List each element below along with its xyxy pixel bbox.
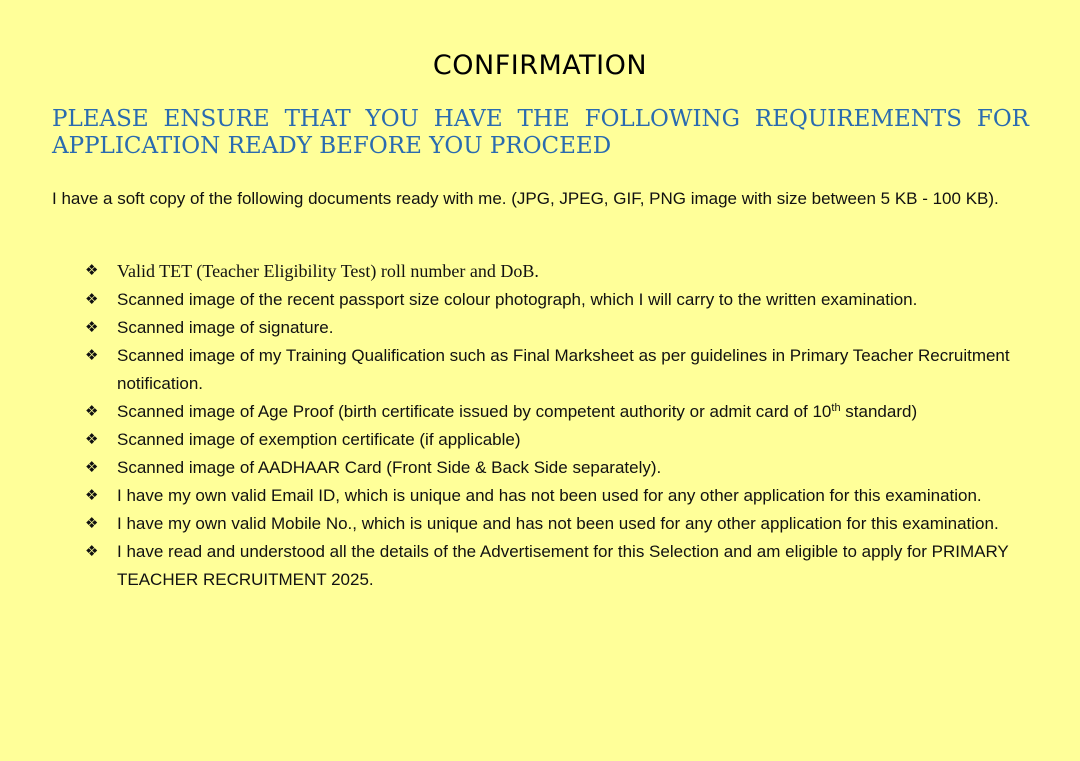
list-item [80, 510, 1015, 538]
list-item [80, 426, 1015, 454]
ordinal-superscript: th [831, 402, 841, 414]
diamond-bullet-icon: ❖ [85, 515, 99, 532]
diamond-bullet-icon: ❖ [85, 347, 99, 364]
list-item-text: Scanned image of the recent passport size colour photograph, which I will carry to the written examination. [117, 290, 918, 309]
list-item-text: Scanned image of AADHAAR Card (Front Side & Back Side separately). [117, 458, 662, 477]
list-item-text: I have my own valid Email ID, which is unique and has not been used for any other application for this examination. [117, 486, 982, 505]
diamond-bullet-icon: ❖ [85, 459, 99, 476]
list-item-text: I have read and understood all the details of the Advertisement for this Selection and am eligible to apply for PRIMARY TEACHER RECRUITMENT 2025. [117, 542, 1009, 589]
list-item-text [117, 402, 917, 421]
requirements-list [80, 257, 1015, 594]
diamond-bullet-icon: ❖ [85, 319, 99, 336]
list-item [80, 398, 1015, 426]
list-item [80, 286, 1015, 314]
list-item [80, 257, 1015, 286]
list-item [80, 314, 1015, 342]
diamond-bullet-icon: ❖ [85, 543, 99, 560]
list-item [80, 482, 1015, 510]
requirements-subheading: PLEASE ENSURE THAT YOU HAVE THE FOLLOWING REQUIREMENTS FOR APPLICATION READY BEFORE YOU PROCEED [52, 106, 1029, 159]
list-item-text-part: Scanned image of Age Proof (birth certificate issued by competent authority or admit card of 10 [117, 402, 832, 421]
list-item-text: Scanned image of my Training Qualification such as Final Marksheet as per guidelines in Primary Teacher Recruitment notification. [117, 346, 1010, 393]
page-title: CONFIRMATION [432, 50, 648, 81]
list-item [80, 454, 1015, 482]
list-item [80, 538, 1015, 594]
list-item-text: I have my own valid Mobile No., which is unique and has not been used for any other application for this examination. [117, 514, 999, 533]
diamond-bullet-icon: ❖ [85, 487, 99, 504]
diamond-bullet-icon: ❖ [85, 291, 99, 308]
list-item-text: Valid TET (Teacher Eligibility Test) roll number and DoB. [117, 261, 539, 281]
list-item-text: Scanned image of signature. [117, 318, 334, 337]
diamond-bullet-icon: ❖ [85, 431, 99, 448]
diamond-bullet-icon: ❖ [85, 403, 99, 420]
list-item-text-part: standard) [840, 402, 918, 421]
list-item-text: Scanned image of exemption certificate (if applicable) [117, 430, 521, 449]
list-item [80, 342, 1015, 398]
intro-paragraph: I have a soft copy of the following documents ready with me. (JPG, JPEG, GIF, PNG image with size between 5 KB - 100 KB). [52, 189, 999, 208]
diamond-bullet-icon: ❖ [85, 262, 99, 279]
